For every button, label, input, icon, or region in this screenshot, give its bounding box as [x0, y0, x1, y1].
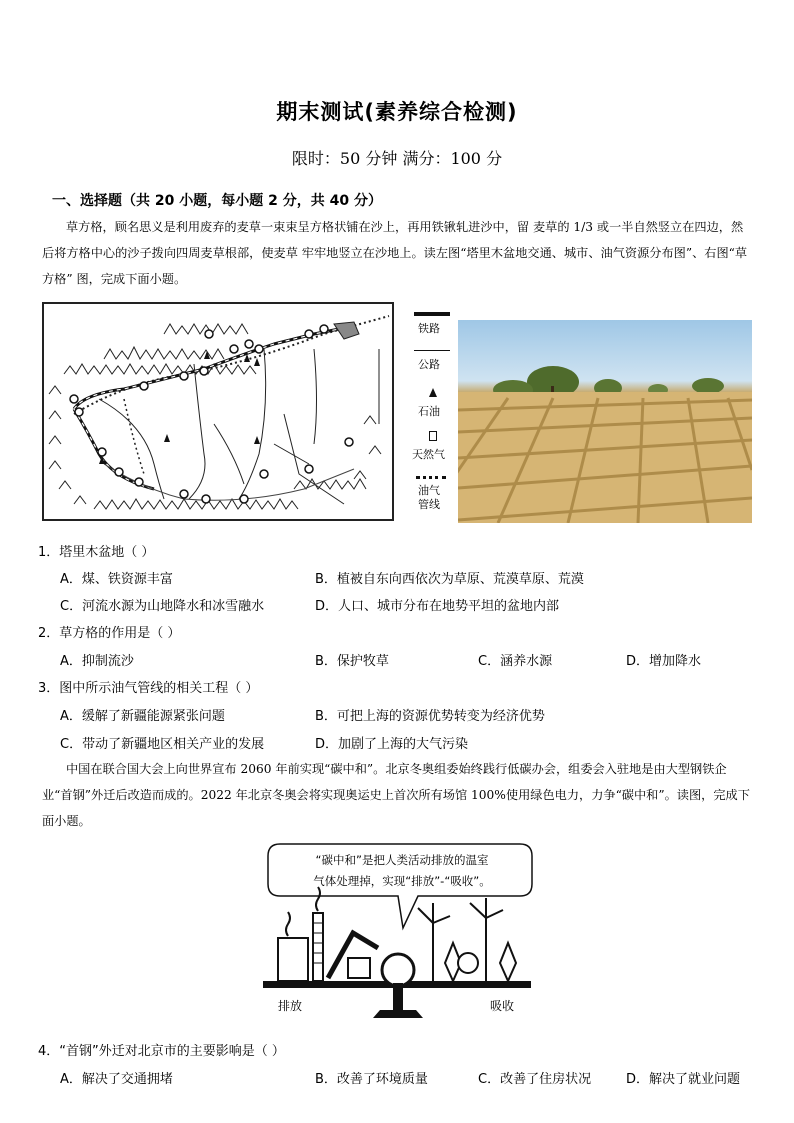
highway-legend-icon [414, 350, 450, 351]
q1-option-d[interactable]: D．人口、城市分布在地势平坦的盆地内部 [315, 599, 560, 614]
tarim-basin-map [42, 302, 394, 521]
gas-legend-icon [429, 431, 437, 441]
pipeline-legend-icon [416, 476, 446, 479]
passage-2: 中国在联合国大会上向世界宣布 2060 年前实现“碳中和”。北京冬奥组委始终践行低碳办会，组委会入驻地是由大型钢铁企业“首钢”外迁后改造而成的。2022 年北京冬奥会将实现奥运史上首次所有场馆 100%使用绿色电力，力争“碳中和”。读图，完成下面小题。 [42, 762, 750, 828]
photo-drawing [458, 320, 752, 523]
q4-option-d[interactable]: D．解决了就业问题 [626, 1072, 741, 1087]
page-title: 期末测试(素养综合检测) [276, 100, 518, 124]
section-heading: 一、选择题（共 20 小题，每小题 2 分，共 40 分） [52, 193, 382, 209]
oil-legend-icon [429, 388, 437, 397]
q2-option-a[interactable]: A．抑制流沙 [60, 654, 134, 669]
legend-railway: 铁路 [418, 322, 440, 335]
bubble-text [280, 850, 524, 892]
q3-option-d[interactable]: D．加剧了上海的大气污染 [315, 737, 469, 752]
carbon-neutral-figure [258, 838, 536, 1028]
q1-option-a[interactable]: A．煤、铁资源丰富 [60, 572, 173, 587]
legend-highway: 公路 [418, 358, 440, 371]
bubble-line-1: “碳中和”是把人类活动排放的温室 [315, 853, 489, 867]
bubble-line-2: 气体处理掉，实现“排放”-“吸收”。 [313, 874, 491, 888]
q4-option-c[interactable]: C．改善了住房状况 [478, 1072, 592, 1087]
legend-oil: 石油 [418, 405, 440, 418]
question-4: 4．“首钢”外迁对北京市的主要影响是（ ） [38, 1044, 285, 1059]
absorption-label: 吸收 [490, 999, 515, 1013]
question-2: 2．草方格的作用是（ ） [38, 626, 181, 641]
emission-label: 排放 [278, 999, 303, 1013]
q2-option-c[interactable]: C．涵养水源 [478, 654, 553, 669]
page-subtitle: 限时：50 分钟 满分：100 分 [291, 149, 503, 168]
q2-option-d[interactable]: D．增加降水 [626, 654, 702, 669]
question-3: 3．图中所示油气管线的相关工程（ ） [38, 681, 259, 696]
map-legend [412, 308, 456, 520]
q4-option-a[interactable]: A．解决了交通拥堵 [60, 1072, 173, 1087]
straw-checkerboard-photo [458, 320, 752, 523]
map-drawing [44, 304, 392, 519]
legend-pipeline: 油气 管线 [418, 484, 440, 511]
passage-1: 草方格，顾名思义是利用废弃的麦草一束束呈方格状铺在沙上，再用铁锹轧进沙中，留 麦草的 1/3 或一半自然竖立在四边，然后将方格中心的沙子拨向四周麦草根部，使麦草 牢牢地竖立在沙地上。读左图“塔里木盆地交通、城市、油气资源分布图”、右图“草方格” 图，完成下面小题。 [42, 220, 748, 286]
q1-option-c[interactable]: C．河流水源为山地降水和冰雪融水 [60, 599, 265, 614]
q3-option-b[interactable]: B．可把上海的资源优势转变为经济优势 [315, 709, 545, 724]
q3-option-a[interactable]: A．缓解了新疆能源紧张问题 [60, 709, 225, 724]
q4-option-b[interactable]: B．改善了环境质量 [315, 1072, 428, 1087]
q2-option-b[interactable]: B．保护牧草 [315, 654, 389, 669]
q1-option-b[interactable]: B．植被自东向西依次为草原、荒漠草原、荒漠 [315, 572, 584, 587]
legend-gas: 天然气 [412, 448, 445, 461]
railway-legend-icon [414, 312, 450, 316]
q3-option-c[interactable]: C．带动了新疆地区相关产业的发展 [60, 737, 265, 752]
question-1: 1．塔里木盆地（ ） [38, 545, 155, 560]
